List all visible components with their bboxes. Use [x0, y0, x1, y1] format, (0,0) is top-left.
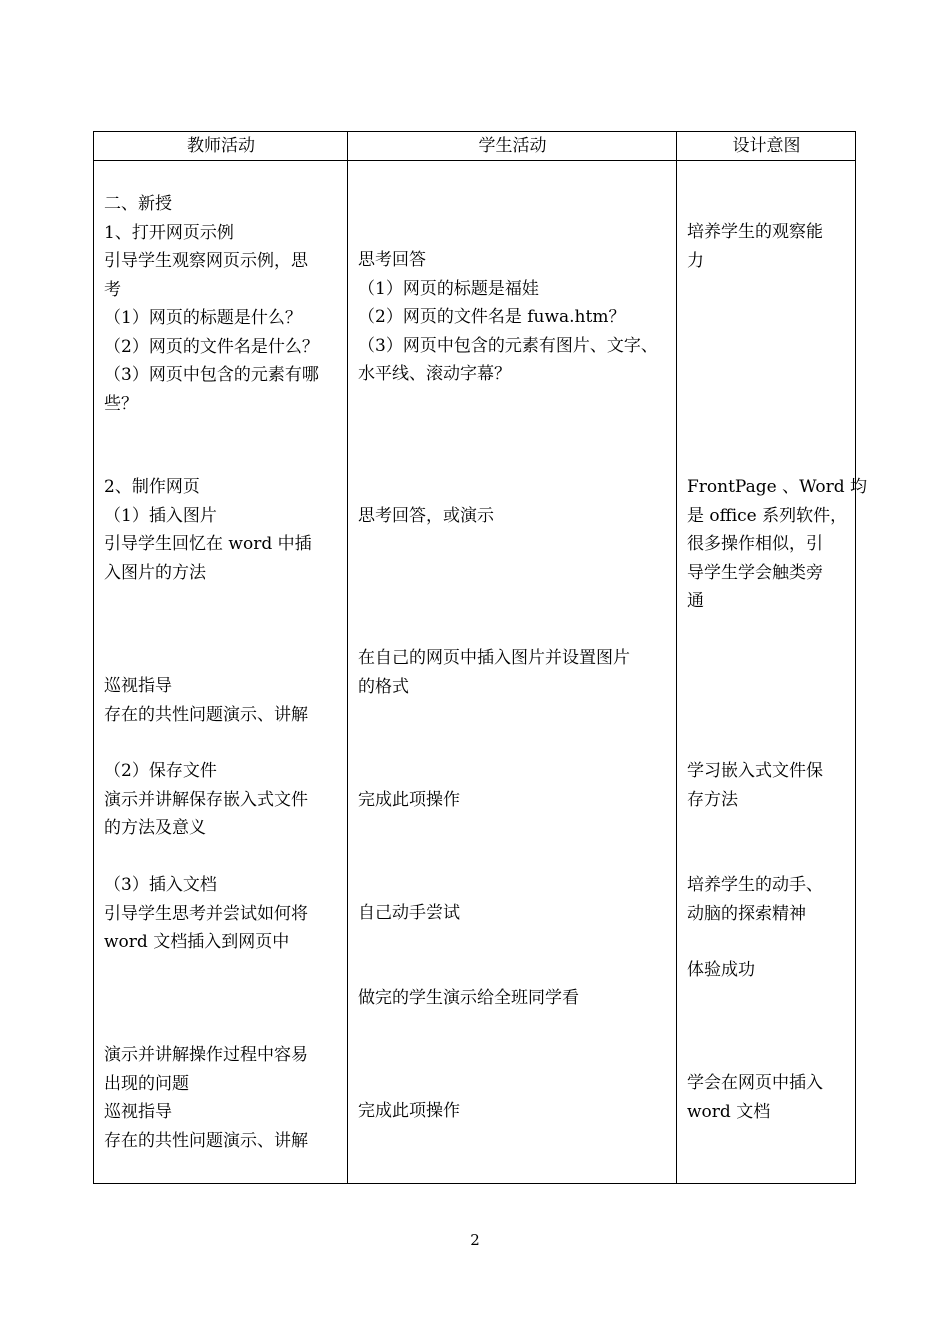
teacher-text-line: 入图片的方法: [104, 562, 206, 583]
teacher-text-line: 演示并讲解操作过程中容易: [104, 1045, 308, 1065]
design-text-line: 培养学生的动手、: [687, 875, 823, 895]
student-text-line: 思考回答: [358, 250, 426, 270]
teacher-text-line: （3）网页中包含的元素有哪: [104, 365, 319, 385]
column-divider: [676, 132, 677, 1183]
column-divider: [347, 132, 348, 1183]
design-text-line: 力: [687, 250, 704, 271]
teacher-text-line: 二、新授: [104, 194, 172, 214]
student-text-line: （3）网页中包含的元素有图片、文字、: [358, 335, 658, 356]
teacher-text-line: 引导学生观察网页示例，思: [104, 251, 308, 271]
teacher-text-line: 考: [104, 279, 121, 300]
design-text-line: 培养学生的观察能: [687, 222, 823, 242]
teacher-text-line: 巡视指导: [104, 676, 172, 696]
design-text-line: FrontPage 、Word 均: [687, 477, 868, 497]
student-text-line: 思考回答，或演示: [358, 506, 494, 526]
teacher-text-line: 存在的共性问题演示、讲解: [104, 1130, 308, 1151]
teacher-text-line: 引导学生回忆在 word 中插: [104, 534, 312, 554]
design-text-line: 存方法: [687, 789, 738, 810]
teacher-text-line: 的方法及意义: [104, 818, 206, 838]
design-text-line: 通: [687, 591, 704, 611]
header-teacher-activity: 教师活动: [187, 136, 255, 156]
design-text-line: 动脑的探索精神: [687, 903, 806, 924]
design-text-line: 是 office 系列软件，: [687, 505, 848, 526]
table-header-row: [94, 132, 855, 161]
teacher-text-line: （2）保存文件: [104, 761, 217, 781]
student-text-line: 完成此项操作: [358, 790, 460, 810]
teacher-text-line: 引导学生思考并尝试如何将: [104, 903, 308, 924]
teacher-text-line: 2、制作网页: [104, 477, 200, 497]
teacher-text-line: （1）插入图片: [104, 505, 217, 526]
student-text-line: （2）网页的文件名是 fuwa.htm？: [358, 307, 626, 327]
student-text-line: 自己动手尝试: [358, 903, 460, 923]
teacher-text-line: 些？: [104, 393, 138, 414]
student-text-line: 完成此项操作: [358, 1101, 460, 1121]
design-text-line: 导学生学会触类旁: [687, 562, 823, 583]
teacher-text-line: word 文档插入到网页中: [104, 932, 290, 952]
design-text-line: 学会在网页中插入: [687, 1073, 823, 1093]
student-text-line: 水平线、滚动字幕？: [358, 364, 511, 384]
teacher-text-line: （1）网页的标题是什么？: [104, 308, 302, 328]
student-text-line: 的格式: [358, 676, 409, 697]
teacher-text-line: 1、打开网页示例: [104, 222, 234, 243]
page-number: 2: [470, 1231, 480, 1249]
student-text-line: （1）网页的标题是福娃: [358, 278, 539, 299]
design-text-line: word 文档: [687, 1101, 771, 1122]
teacher-text-line: 存在的共性问题演示、讲解: [104, 704, 308, 725]
design-text-line: 学习嵌入式文件保: [687, 761, 823, 781]
teacher-text-line: （2）网页的文件名是什么？: [104, 336, 319, 357]
teacher-text-line: 出现的问题: [104, 1073, 189, 1094]
design-text-line: 体验成功: [687, 960, 755, 980]
teacher-text-line: （3）插入文档: [104, 875, 217, 895]
teacher-text-line: 演示并讲解保存嵌入式文件: [104, 789, 308, 810]
header-student-activity: 学生活动: [478, 136, 547, 156]
header-design-intent: 设计意图: [732, 136, 801, 156]
teacher-text-line: 巡视指导: [104, 1102, 172, 1122]
design-text-line: 很多操作相似，引: [687, 534, 823, 554]
student-text-line: 做完的学生演示给全班同学看: [358, 988, 579, 1008]
student-text-line: 在自己的网页中插入图片并设置图片: [358, 648, 630, 668]
